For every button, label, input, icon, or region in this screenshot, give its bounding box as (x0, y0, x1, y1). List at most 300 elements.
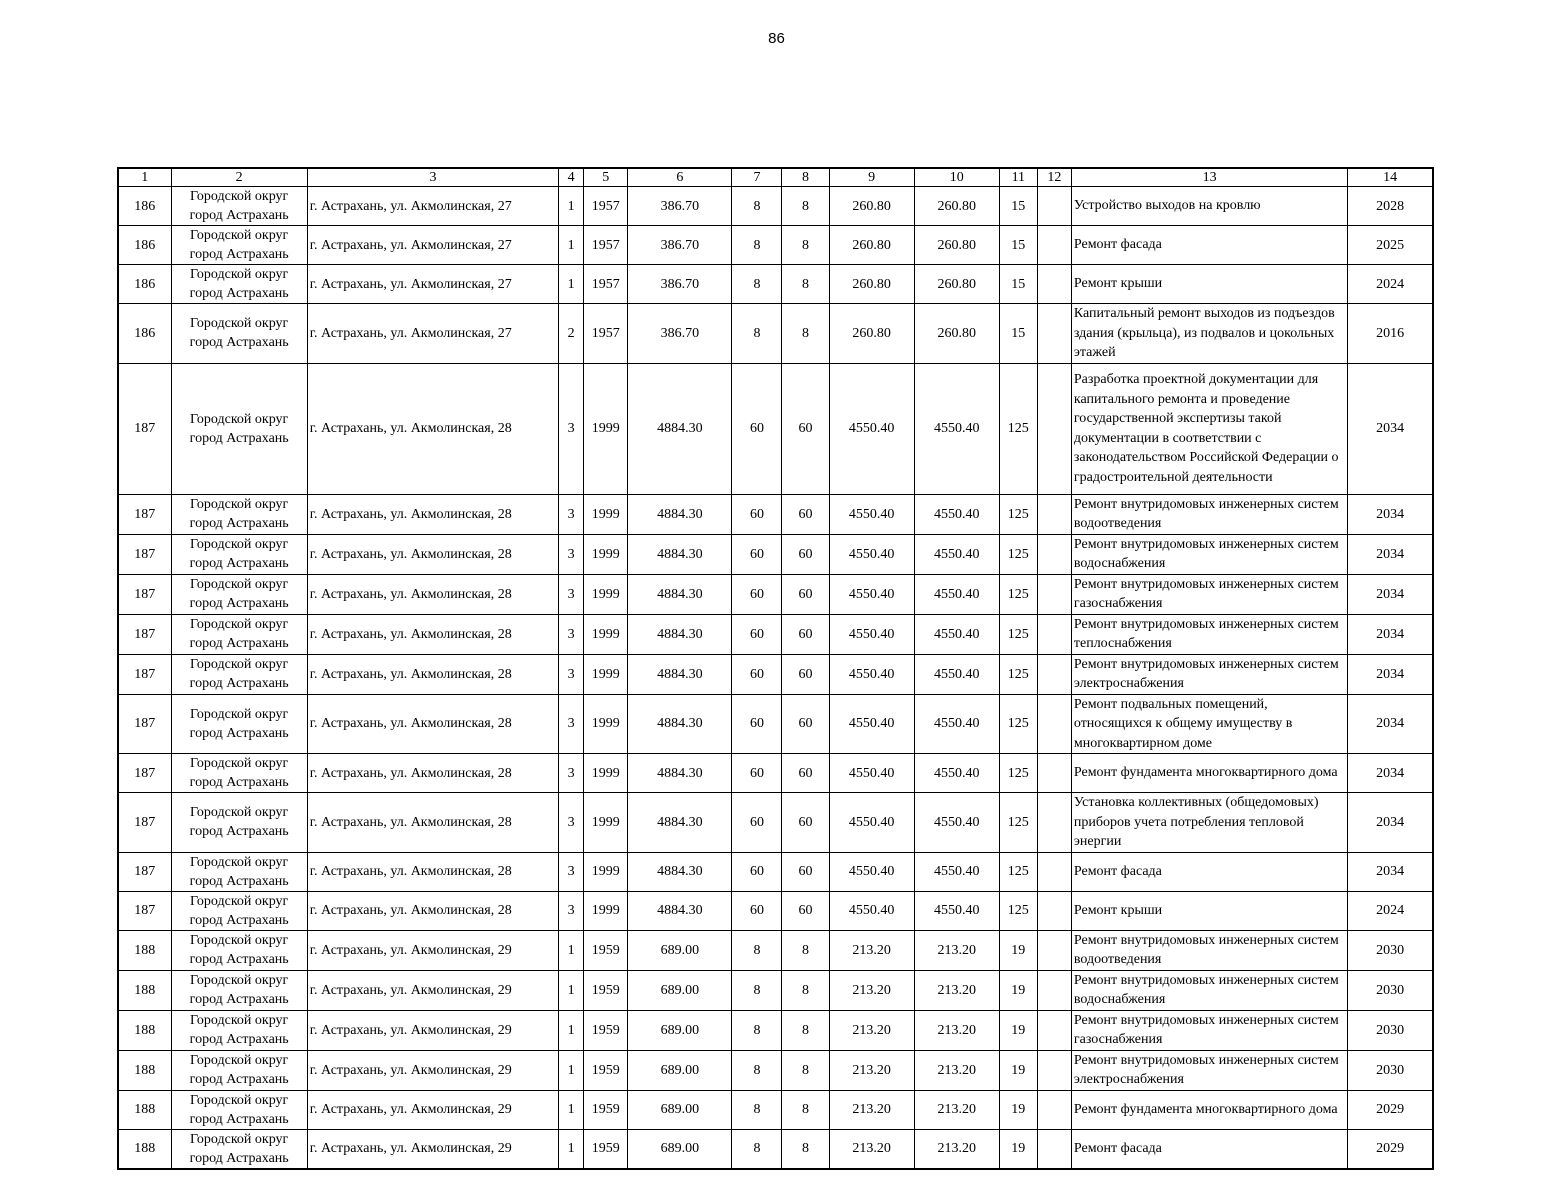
cell: 8 (782, 1090, 829, 1129)
work-type-cell: Ремонт подвальных помещений, относящихся к общему имуществу в многоквартирном доме (1071, 694, 1347, 754)
year-cell: 1999 (584, 793, 628, 853)
work-type-cell: Ремонт внутридомовых инженерных систем водоснабжения (1071, 534, 1347, 574)
address-cell: г. Астрахань, ул. Акмолинская, 28 (307, 891, 558, 930)
address-cell: г. Астрахань, ул. Акмолинская, 27 (307, 226, 558, 265)
cell: 689.00 (628, 930, 732, 970)
table-row (118, 265, 1433, 304)
row-number: 187 (118, 614, 171, 654)
year-cell: 1999 (584, 694, 628, 754)
cell: 125 (999, 852, 1037, 891)
column-header: 5 (584, 168, 628, 187)
plan-year-cell: 2030 (1348, 970, 1433, 1010)
cell: 60 (782, 793, 829, 853)
table-row (118, 891, 1433, 930)
plan-year-cell: 2034 (1348, 534, 1433, 574)
year-cell: 1999 (584, 574, 628, 614)
cell: 4884.30 (628, 754, 732, 793)
cell: 4550.40 (914, 363, 999, 494)
cell: 125 (999, 793, 1037, 853)
row-number: 186 (118, 187, 171, 226)
cell: 19 (999, 930, 1037, 970)
row-number: 187 (118, 754, 171, 793)
cell: 260.80 (914, 304, 999, 364)
plan-year-cell: 2034 (1348, 614, 1433, 654)
cell: 60 (782, 614, 829, 654)
table-row (118, 494, 1433, 534)
cell: 125 (999, 891, 1037, 930)
cell: 260.80 (829, 304, 914, 364)
cell: 689.00 (628, 1010, 732, 1050)
address-cell: г. Астрахань, ул. Акмолинская, 28 (307, 754, 558, 793)
row-number: 187 (118, 494, 171, 534)
table-row (118, 1090, 1433, 1129)
table-row (118, 654, 1433, 694)
plan-year-cell: 2029 (1348, 1129, 1433, 1169)
work-type-cell: Ремонт внутридомовых инженерных систем теплоснабжения (1071, 614, 1347, 654)
year-cell: 1999 (584, 852, 628, 891)
cell: 689.00 (628, 1090, 732, 1129)
cell: 4884.30 (628, 363, 732, 494)
cell: 8 (782, 265, 829, 304)
cell: 4884.30 (628, 494, 732, 534)
column-header: 7 (732, 168, 782, 187)
cell: 3 (559, 891, 584, 930)
cell: 60 (732, 852, 782, 891)
cell: 4550.40 (829, 754, 914, 793)
table-row (118, 1050, 1433, 1090)
cell: 2 (559, 304, 584, 364)
municipality-cell: Городской округ город Астрахань (171, 654, 307, 694)
cell: 4884.30 (628, 793, 732, 853)
cell: 1 (559, 1050, 584, 1090)
column-header: 12 (1037, 168, 1071, 187)
municipality-cell: Городской округ город Астрахань (171, 494, 307, 534)
plan-year-cell: 2025 (1348, 226, 1433, 265)
row-number: 187 (118, 793, 171, 853)
cell: 4550.40 (829, 363, 914, 494)
cell (1037, 793, 1071, 853)
cell: 1 (559, 1090, 584, 1129)
table-row (118, 187, 1433, 226)
year-cell: 1959 (584, 1010, 628, 1050)
address-cell: г. Астрахань, ул. Акмолинская, 29 (307, 1050, 558, 1090)
plan-year-cell: 2028 (1348, 187, 1433, 226)
cell: 1 (559, 930, 584, 970)
cell: 60 (782, 694, 829, 754)
address-cell: г. Астрахань, ул. Акмолинская, 28 (307, 614, 558, 654)
cell (1037, 1090, 1071, 1129)
municipality-cell: Городской округ город Астрахань (171, 1010, 307, 1050)
cell: 125 (999, 754, 1037, 793)
row-number: 188 (118, 1050, 171, 1090)
municipality-cell: Городской округ город Астрахань (171, 226, 307, 265)
cell: 213.20 (914, 930, 999, 970)
cell: 60 (732, 534, 782, 574)
cell: 125 (999, 654, 1037, 694)
cell: 213.20 (829, 1129, 914, 1169)
plan-year-cell: 2016 (1348, 304, 1433, 364)
cell (1037, 891, 1071, 930)
cell (1037, 694, 1071, 754)
address-cell: г. Астрахань, ул. Акмолинская, 29 (307, 970, 558, 1010)
cell: 19 (999, 970, 1037, 1010)
plan-year-cell: 2034 (1348, 574, 1433, 614)
table-row (118, 1010, 1433, 1050)
table-row (118, 1129, 1433, 1169)
cell: 3 (559, 494, 584, 534)
cell: 213.20 (914, 1090, 999, 1129)
cell (1037, 363, 1071, 494)
cell: 4550.40 (829, 793, 914, 853)
year-cell: 1999 (584, 534, 628, 574)
cell: 213.20 (914, 1050, 999, 1090)
cell: 60 (782, 891, 829, 930)
header-row (118, 168, 1433, 187)
column-header: 8 (782, 168, 829, 187)
table-row (118, 970, 1433, 1010)
cell (1037, 226, 1071, 265)
year-cell: 1957 (584, 265, 628, 304)
cell: 15 (999, 187, 1037, 226)
municipality-cell: Городской округ город Астрахань (171, 363, 307, 494)
cell: 689.00 (628, 1129, 732, 1169)
address-cell: г. Астрахань, ул. Акмолинская, 29 (307, 930, 558, 970)
column-header: 13 (1071, 168, 1347, 187)
cell: 125 (999, 363, 1037, 494)
cell: 1 (559, 265, 584, 304)
year-cell: 1999 (584, 754, 628, 793)
cell (1037, 930, 1071, 970)
cell: 60 (782, 654, 829, 694)
cell: 60 (732, 754, 782, 793)
table-row (118, 614, 1433, 654)
row-number: 188 (118, 1090, 171, 1129)
table-row (118, 226, 1433, 265)
work-type-cell: Ремонт внутридомовых инженерных систем газоснабжения (1071, 574, 1347, 614)
address-cell: г. Астрахань, ул. Акмолинская, 27 (307, 265, 558, 304)
plan-year-cell: 2034 (1348, 654, 1433, 694)
table-row (118, 694, 1433, 754)
cell: 4550.40 (829, 891, 914, 930)
cell (1037, 265, 1071, 304)
cell (1037, 654, 1071, 694)
cell: 386.70 (628, 187, 732, 226)
row-number: 188 (118, 1129, 171, 1169)
cell: 260.80 (829, 187, 914, 226)
cell: 4550.40 (829, 614, 914, 654)
row-number: 186 (118, 265, 171, 304)
address-cell: г. Астрахань, ул. Акмолинская, 27 (307, 304, 558, 364)
cell: 8 (732, 970, 782, 1010)
municipality-cell: Городской округ город Астрахань (171, 1129, 307, 1169)
plan-year-cell: 2030 (1348, 1010, 1433, 1050)
cell: 4550.40 (914, 793, 999, 853)
address-cell: г. Астрахань, ул. Акмолинская, 28 (307, 534, 558, 574)
year-cell: 1999 (584, 494, 628, 534)
work-type-cell: Ремонт фасада (1071, 852, 1347, 891)
work-type-cell: Ремонт внутридомовых инженерных систем электроснабжения (1071, 1050, 1347, 1090)
municipality-cell: Городской округ город Астрахань (171, 754, 307, 793)
cell: 8 (782, 1010, 829, 1050)
repair-program-table (117, 167, 1434, 1170)
address-cell: г. Астрахань, ул. Акмолинская, 28 (307, 494, 558, 534)
year-cell: 1959 (584, 1050, 628, 1090)
cell: 60 (782, 852, 829, 891)
table-row (118, 754, 1433, 793)
cell: 1 (559, 1129, 584, 1169)
table-row (118, 304, 1433, 364)
cell: 60 (782, 754, 829, 793)
cell: 4884.30 (628, 534, 732, 574)
cell (1037, 970, 1071, 1010)
cell (1037, 574, 1071, 614)
plan-year-cell: 2034 (1348, 852, 1433, 891)
row-number: 187 (118, 363, 171, 494)
work-type-cell: Ремонт крыши (1071, 891, 1347, 930)
cell: 386.70 (628, 304, 732, 364)
cell: 60 (732, 363, 782, 494)
cell: 8 (732, 1010, 782, 1050)
municipality-cell: Городской округ город Астрахань (171, 970, 307, 1010)
plan-year-cell: 2034 (1348, 494, 1433, 534)
cell: 8 (782, 1129, 829, 1169)
column-header: 3 (307, 168, 558, 187)
municipality-cell: Городской округ город Астрахань (171, 793, 307, 853)
municipality-cell: Городской округ город Астрахань (171, 1090, 307, 1129)
cell: 4884.30 (628, 574, 732, 614)
cell: 386.70 (628, 265, 732, 304)
cell: 4884.30 (628, 614, 732, 654)
municipality-cell: Городской округ город Астрахань (171, 187, 307, 226)
address-cell: г. Астрахань, ул. Акмолинская, 29 (307, 1010, 558, 1050)
plan-year-cell: 2034 (1348, 363, 1433, 494)
work-type-cell: Ремонт внутридомовых инженерных систем водоотведения (1071, 930, 1347, 970)
row-number: 187 (118, 852, 171, 891)
cell: 60 (782, 363, 829, 494)
column-header: 6 (628, 168, 732, 187)
table-row (118, 534, 1433, 574)
cell: 4884.30 (628, 891, 732, 930)
cell: 60 (732, 891, 782, 930)
column-header: 10 (914, 168, 999, 187)
cell: 213.20 (829, 1050, 914, 1090)
cell: 60 (732, 654, 782, 694)
municipality-cell: Городской округ город Астрахань (171, 534, 307, 574)
cell: 19 (999, 1129, 1037, 1169)
cell: 4550.40 (914, 694, 999, 754)
table-row (118, 363, 1433, 494)
table-body (118, 187, 1433, 1169)
year-cell: 1957 (584, 226, 628, 265)
cell: 3 (559, 852, 584, 891)
cell: 4550.40 (829, 852, 914, 891)
cell: 60 (732, 793, 782, 853)
plan-year-cell: 2024 (1348, 265, 1433, 304)
work-type-cell: Ремонт фасада (1071, 1129, 1347, 1169)
cell: 125 (999, 534, 1037, 574)
cell: 8 (732, 265, 782, 304)
row-number: 188 (118, 1010, 171, 1050)
row-number: 187 (118, 891, 171, 930)
cell: 8 (732, 187, 782, 226)
cell: 125 (999, 694, 1037, 754)
municipality-cell: Городской округ город Астрахань (171, 852, 307, 891)
row-number: 187 (118, 574, 171, 614)
cell: 8 (732, 226, 782, 265)
cell: 8 (782, 930, 829, 970)
cell: 8 (782, 226, 829, 265)
cell: 260.80 (914, 226, 999, 265)
cell: 125 (999, 494, 1037, 534)
cell: 4550.40 (914, 614, 999, 654)
year-cell: 1999 (584, 363, 628, 494)
work-type-cell: Ремонт фасада (1071, 226, 1347, 265)
municipality-cell: Городской округ город Астрахань (171, 304, 307, 364)
plan-year-cell: 2034 (1348, 793, 1433, 853)
cell: 15 (999, 265, 1037, 304)
year-cell: 1957 (584, 304, 628, 364)
plan-year-cell: 2024 (1348, 891, 1433, 930)
cell: 1 (559, 187, 584, 226)
cell: 8 (782, 970, 829, 1010)
cell: 60 (782, 574, 829, 614)
address-cell: г. Астрахань, ул. Акмолинская, 28 (307, 363, 558, 494)
cell (1037, 614, 1071, 654)
row-number: 187 (118, 534, 171, 574)
cell: 4884.30 (628, 852, 732, 891)
cell: 1 (559, 1010, 584, 1050)
work-type-cell: Разработка проектной документации для капитального ремонта и проведение государственной экспертизы такой документации в соответствии с законодательством Российской Федерации о градостроительной деятельности (1071, 363, 1347, 494)
cell: 4550.40 (914, 891, 999, 930)
cell: 213.20 (914, 970, 999, 1010)
work-type-cell: Устройство выходов на кровлю (1071, 187, 1347, 226)
address-cell: г. Астрахань, ул. Акмолинская, 29 (307, 1129, 558, 1169)
work-type-cell: Ремонт внутридомовых инженерных систем электроснабжения (1071, 654, 1347, 694)
cell: 689.00 (628, 970, 732, 1010)
cell: 125 (999, 614, 1037, 654)
cell: 260.80 (914, 265, 999, 304)
cell (1037, 754, 1071, 793)
work-type-cell: Капитальный ремонт выходов из подъездов здания (крыльца), из подвалов и цокольных этажей (1071, 304, 1347, 364)
municipality-cell: Городской округ город Астрахань (171, 891, 307, 930)
cell: 8 (782, 1050, 829, 1090)
address-cell: г. Астрахань, ул. Акмолинская, 28 (307, 694, 558, 754)
cell: 1 (559, 970, 584, 1010)
cell: 125 (999, 574, 1037, 614)
cell: 213.20 (829, 1010, 914, 1050)
cell: 60 (732, 694, 782, 754)
cell (1037, 494, 1071, 534)
column-header: 1 (118, 168, 171, 187)
cell: 8 (732, 304, 782, 364)
cell: 4550.40 (829, 694, 914, 754)
cell: 3 (559, 654, 584, 694)
municipality-cell: Городской округ город Астрахань (171, 1050, 307, 1090)
row-number: 187 (118, 694, 171, 754)
cell: 15 (999, 304, 1037, 364)
column-header: 11 (999, 168, 1037, 187)
year-cell: 1959 (584, 1090, 628, 1129)
work-type-cell: Ремонт фундамента многоквартирного дома (1071, 1090, 1347, 1129)
cell: 4550.40 (829, 654, 914, 694)
work-type-cell: Ремонт крыши (1071, 265, 1347, 304)
cell: 4550.40 (914, 654, 999, 694)
cell: 15 (999, 226, 1037, 265)
cell: 3 (559, 754, 584, 793)
plan-year-cell: 2034 (1348, 754, 1433, 793)
address-cell: г. Астрахань, ул. Акмолинская, 27 (307, 187, 558, 226)
cell: 260.80 (914, 187, 999, 226)
work-type-cell: Установка коллективных (общедомовых) приборов учета потребления тепловой энергии (1071, 793, 1347, 853)
page-number: 86 (768, 30, 785, 47)
cell (1037, 852, 1071, 891)
municipality-cell: Городской округ город Астрахань (171, 614, 307, 654)
cell: 8 (782, 304, 829, 364)
cell: 1 (559, 226, 584, 265)
cell (1037, 1129, 1071, 1169)
municipality-cell: Городской округ город Астрахань (171, 930, 307, 970)
address-cell: г. Астрахань, ул. Акмолинская, 28 (307, 793, 558, 853)
cell (1037, 1010, 1071, 1050)
cell: 19 (999, 1090, 1037, 1129)
cell: 4550.40 (829, 494, 914, 534)
cell (1037, 304, 1071, 364)
cell: 60 (782, 494, 829, 534)
row-number: 186 (118, 304, 171, 364)
cell: 4550.40 (829, 574, 914, 614)
work-type-cell: Ремонт внутридомовых инженерных систем водоотведения (1071, 494, 1347, 534)
address-cell: г. Астрахань, ул. Акмолинская, 28 (307, 852, 558, 891)
year-cell: 1999 (584, 891, 628, 930)
row-number: 186 (118, 226, 171, 265)
work-type-cell: Ремонт внутридомовых инженерных систем газоснабжения (1071, 1010, 1347, 1050)
cell: 8 (732, 1129, 782, 1169)
cell: 4550.40 (914, 534, 999, 574)
municipality-cell: Городской округ город Астрахань (171, 265, 307, 304)
municipality-cell: Городской округ город Астрахань (171, 574, 307, 614)
cell: 4884.30 (628, 694, 732, 754)
cell: 3 (559, 614, 584, 654)
table-row (118, 574, 1433, 614)
cell: 4884.30 (628, 654, 732, 694)
cell: 60 (732, 614, 782, 654)
cell (1037, 1050, 1071, 1090)
row-number: 188 (118, 970, 171, 1010)
cell: 60 (782, 534, 829, 574)
row-number: 188 (118, 930, 171, 970)
cell: 19 (999, 1010, 1037, 1050)
cell: 4550.40 (829, 534, 914, 574)
cell: 8 (732, 1050, 782, 1090)
work-type-cell: Ремонт фундамента многоквартирного дома (1071, 754, 1347, 793)
cell: 3 (559, 574, 584, 614)
cell: 4550.40 (914, 574, 999, 614)
cell: 4550.40 (914, 852, 999, 891)
cell: 60 (732, 494, 782, 534)
cell: 260.80 (829, 265, 914, 304)
plan-year-cell: 2030 (1348, 930, 1433, 970)
plan-year-cell: 2029 (1348, 1090, 1433, 1129)
address-cell: г. Астрахань, ул. Акмолинская, 28 (307, 574, 558, 614)
cell: 8 (782, 187, 829, 226)
cell: 689.00 (628, 1050, 732, 1090)
cell: 3 (559, 363, 584, 494)
address-cell: г. Астрахань, ул. Акмолинская, 28 (307, 654, 558, 694)
cell: 213.20 (829, 970, 914, 1010)
cell: 213.20 (829, 1090, 914, 1129)
cell (1037, 187, 1071, 226)
cell: 60 (732, 574, 782, 614)
